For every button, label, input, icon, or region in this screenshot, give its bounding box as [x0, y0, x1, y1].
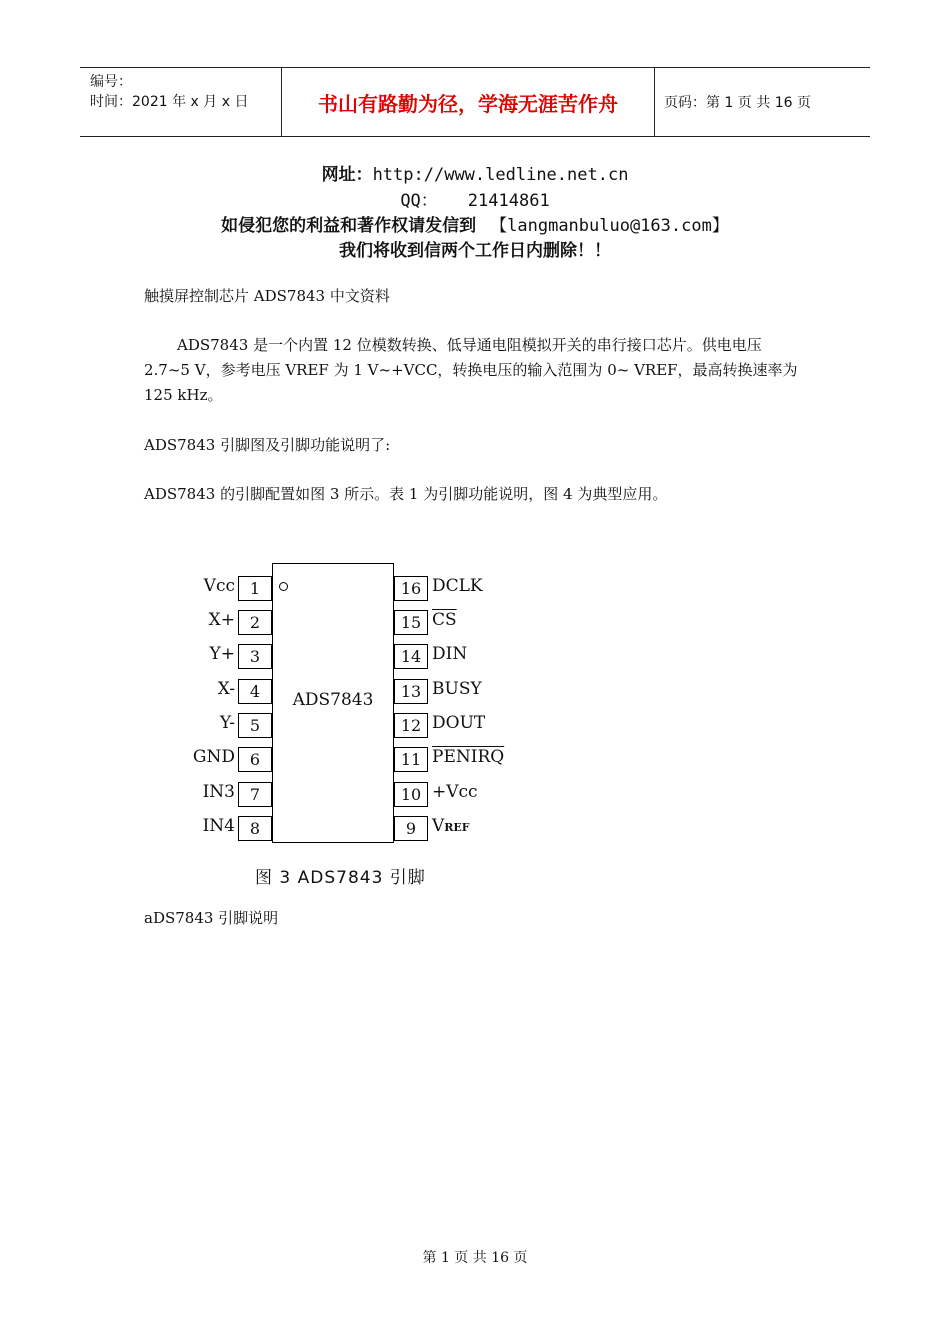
- pin-number-2: 2: [238, 610, 272, 635]
- qq-prefix: QQ：: [400, 191, 438, 211]
- website-link[interactable]: http://www.ledline.net.cn: [372, 165, 629, 185]
- pin-label-in3: IN3: [202, 782, 235, 802]
- pin-number-7: 7: [238, 782, 272, 807]
- pin-label-yminus: Y-: [219, 713, 235, 733]
- doc-title: 触摸屏控制芯片 ADS7843 中文资料: [144, 287, 390, 305]
- document-header: [80, 67, 870, 137]
- pinout-figure: [180, 560, 520, 900]
- infringement-line: [0, 211, 950, 236]
- pin-label-in4: IN4: [202, 816, 235, 836]
- pin-number-3: 3: [238, 644, 272, 669]
- after-figure-text: aDS7843 引脚说明: [144, 909, 279, 927]
- pin-label-din: DIN: [432, 644, 468, 664]
- pin-label-yplus: Y+: [209, 644, 235, 664]
- pin-number-4: 4: [238, 679, 272, 704]
- delete-line: 我们将收到信两个工作日内删除！！: [339, 241, 611, 261]
- header-page-info: 页码：第 1 页 共 16 页: [664, 95, 811, 111]
- pin-label-dout: DOUT: [432, 713, 486, 733]
- email-link[interactable]: 【langmanbuluo@163.com】: [490, 216, 729, 236]
- time-label: 时间：2021 年 x 月 x 日: [90, 94, 249, 110]
- pin-intro: ADS7843 的引脚配置如图 3 所示。表 1 为引脚功能说明，图 4 为典型应用。: [144, 485, 668, 503]
- pin-label-xplus: X+: [208, 610, 235, 630]
- pin-number-5: 5: [238, 713, 272, 738]
- website-line: [0, 160, 950, 185]
- chip-body: [272, 563, 394, 843]
- figure-caption: 图 3 ADS7843 引脚: [255, 868, 426, 888]
- pin-number-1: 1: [238, 576, 272, 601]
- pin-number-12: 12: [394, 713, 428, 738]
- header-motto: 书山有路勤为径，学海无涯苦作舟: [318, 91, 618, 116]
- intro-paragraph: ADS7843 是一个内置 12 位模数转换、低导通电阻模拟开关的串行接口芯片。供电电压 2.7~5 V，参考电压 VREF 为 1 V~+VCC，转换电压的输入范围为 0~ VREF，最高转换速率为 125 kHz。: [144, 336, 798, 404]
- pin-label-penirq: PENIRQ: [432, 747, 505, 767]
- page-footer: 第 1 页 共 16 页: [422, 1250, 528, 1266]
- pin-label-xminus: X-: [217, 679, 235, 699]
- header-meta: [90, 72, 248, 112]
- pin-label-cs: $\overline{CS}$: [432, 610, 457, 630]
- pin-label-vcc: Vcc: [203, 576, 235, 596]
- header-divider: [654, 68, 655, 136]
- vref-main: V: [432, 816, 445, 836]
- pin-heading: ADS7843 引脚图及引脚功能说明了:: [144, 436, 391, 454]
- pin-number-16: 16: [394, 576, 428, 601]
- vref-subscript: REF: [444, 821, 470, 834]
- pin-label-dclk: DCLK: [432, 576, 483, 596]
- pin-number-6: 6: [238, 747, 272, 772]
- pin-number-10: 10: [394, 782, 428, 807]
- pin-number-13: 13: [394, 679, 428, 704]
- website-prefix: 网址：: [321, 165, 373, 185]
- pin-number-15: 15: [394, 610, 428, 635]
- pin-number-14: 14: [394, 644, 428, 669]
- pin-number-11: 11: [394, 747, 428, 772]
- qq-line: [0, 186, 950, 211]
- number-label: 编号：: [90, 74, 132, 90]
- pin-label-plus-vcc: +Vcc: [432, 782, 478, 802]
- chip-name: ADS7843: [292, 690, 374, 710]
- pin-label-busy: BUSY: [432, 679, 482, 699]
- pin-label-vref: [432, 816, 470, 836]
- pin-label-gnd: GND: [192, 747, 235, 767]
- pin-number-9: 9: [394, 816, 428, 841]
- pin1-marker-icon: [279, 582, 288, 591]
- pin-number-8: 8: [238, 816, 272, 841]
- qq-number: 21414861: [467, 191, 550, 211]
- infringement-text: 如侵犯您的利益和著作权请发信到: [221, 216, 477, 236]
